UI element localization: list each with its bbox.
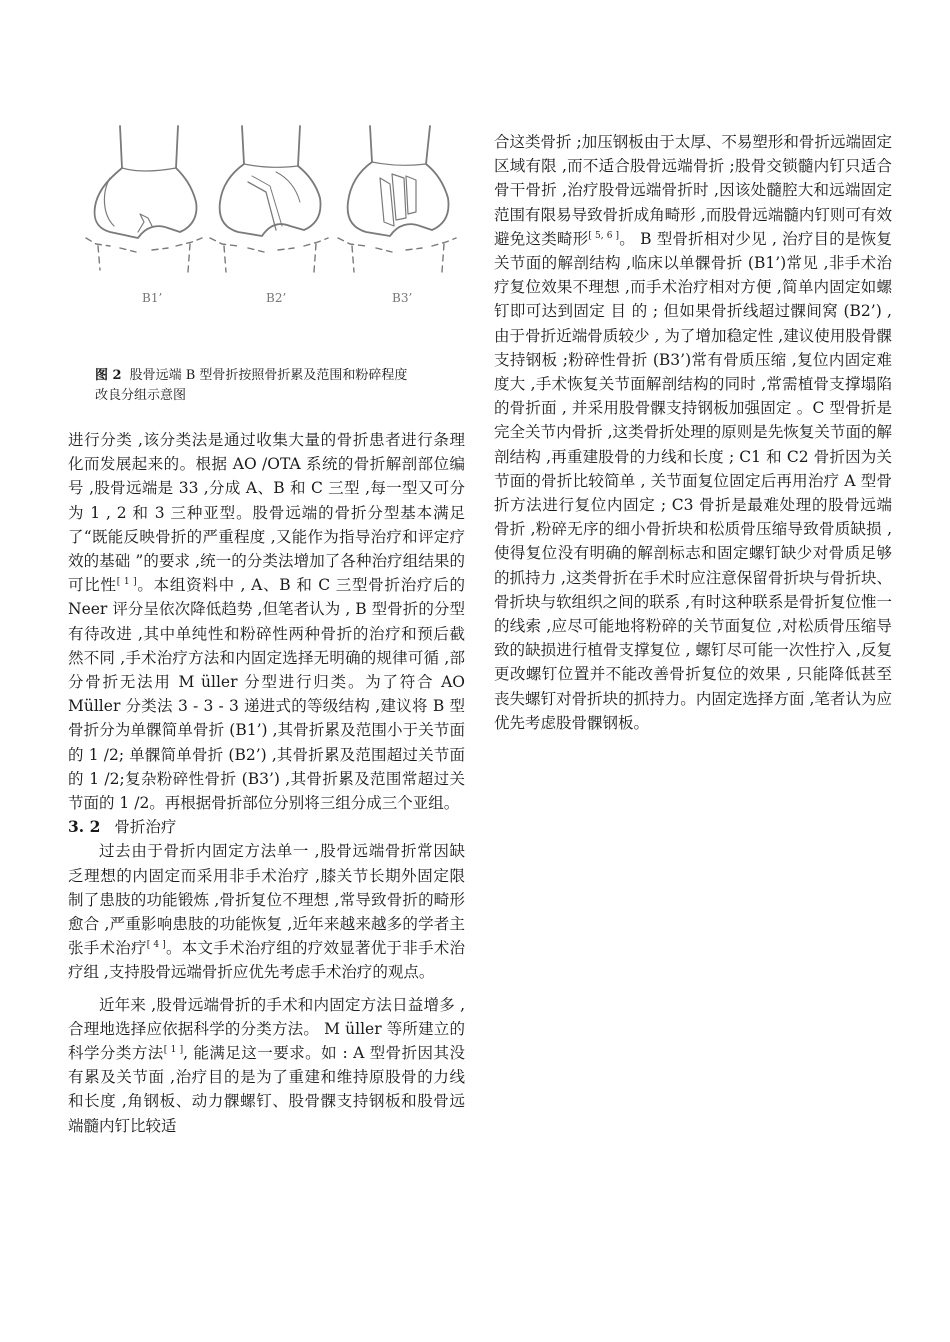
section-number: 3. 2 <box>68 817 101 837</box>
left-paragraph-1 <box>68 428 465 815</box>
para-text: 。本组资料中 , A、B 和 C 三型骨折治疗后的 Neer 评分呈依次降低趋势 ,但笔者认为 , B 型骨折的分型有待改进 ,其中单纯性和粉碎性两种骨折的治疗和预后截然不同 ,手术治疗方法和内固定选择无明确的规律可循 ,部分骨折无法用 M üller 分型进行归类。为了符合 AO Müller 分类法 3 - 3 - 3 递进式的等级结构 ,建议将 B 型骨折分为单髁简单骨折 (B1’) ,其骨折累及范围小于关节面的 1 /2; 单髁简单骨折 (B2’) ,其骨折累及范围超过关节面的 1 /2;复杂粉碎性骨折 (B3’) ,其骨折累及范围常超过关节面的 1 /2。再根据骨折部位分别将三组分成三个亚组。 <box>68 576 465 813</box>
para-text: 近年来 ,股骨远端骨折的手术和内固定方法日益增多 , 合理地选择应依据科学的分类方法。 M üller 等所建立的科学分类方法 <box>68 995 465 1063</box>
right-column <box>494 130 892 735</box>
reference-marker: [ 5, 6 ] <box>588 230 620 241</box>
section-title: 骨折治疗 <box>114 818 177 837</box>
para-text: 合这类骨折 ;加压钢板由于太厚、不易塑形和骨折远端固定区域有限 ,而不适合股骨远端骨折 ;股骨交锁髓内钉只适合骨干骨折 ,治疗股骨远端骨折时 ,因该处髓腔大和远端固定范围有限易导致骨折成角畸形 ,而股骨远端髓内钉则可有效避免这类畸形 <box>494 133 892 248</box>
para-text: , 能满足这一要求。如 : A 型骨折因其没有累及关节面 ,治疗目的是为了重建和维持原股骨的力线和长度 ,角钢板、动力髁螺钉、股骨髁支持钢板和股骨远端髓内钉比较适 <box>68 1044 465 1135</box>
bone-b1 <box>86 126 202 272</box>
figure-label-b2: B2’ <box>266 291 287 305</box>
para-text: 。本文手术治疗组的疗效显著优于非手术治疗组 ,支持股骨远端骨折应优先考虑手术治疗的观点。 <box>68 939 465 982</box>
caption-line-1: 股骨远端 B 型骨折按照骨折累及范围和粉碎程度 <box>129 368 408 383</box>
caption-line-2: 改良分组示意图 <box>95 388 187 403</box>
caption-label: 图 2 <box>95 368 122 383</box>
figure-label-b1: B1’ <box>142 291 163 305</box>
fracture-figure <box>80 122 460 322</box>
bone-b3 <box>338 126 456 272</box>
reference-marker: [ 1 ] <box>163 1044 184 1055</box>
left-paragraph-3 <box>68 993 465 1138</box>
reference-marker: [ 1 ] <box>116 577 137 588</box>
para-text: 过去由于骨折内固定方法单一 ,股骨远端骨折常因缺乏理想的内固定而采用非手术治疗 ,膝关节长期外固定限制了患肢的功能锻炼 ,骨折复位不理想 ,常导致骨折的畸形愈合 ,严重影响患肢的功能恢复 ,近年来越来越多的学者主张手术治疗 <box>68 842 465 958</box>
figure-label-b3: B3’ <box>392 291 413 305</box>
reference-marker: [ 4 ] <box>146 940 166 951</box>
para-text: 进行分类 ,该分类法是通过收集大量的骨折患者进行条理化而发展起来的。根据 AO /OTA 系统的骨折解剖部位编号 ,股骨远端是 33 ,分成 A、B 和 C 三型 ,每一型又可分为 1 , 2 和 3 三种亚型。股骨远端的骨折分型基本满足了“既能反映骨折的严重程度 ,又能作为指导治疗和评定疗效的基础 ”的要求 ,统一的分类法增加了各种治疗组结果的可比性 <box>68 431 465 595</box>
left-paragraph-2 <box>68 839 465 984</box>
figure-caption <box>95 366 465 406</box>
left-column <box>68 428 465 1138</box>
section-heading <box>68 815 465 839</box>
bone-b2 <box>210 126 328 272</box>
para-text: 。 B 型骨折相对少见 , 治疗目的是恢复关节面的解剖结构 ,临床以单髁骨折 (B1’)常见 ,非手术治疗复位效果不理想 ,而手术治疗相对方便 ,简单内固定如螺钉即可达到固定 目 的 ; 但如果骨折线超过髁间窝 (B2’) , 由于骨折近端骨质较少 , 为了增加稳定性 ,建议使用股骨髁支持钢板 ;粉碎性骨折 (B3’)常有骨质压缩 ,复位内固定难度大 ,手术恢复关节面解剖结构的同时 ,常需植骨支撑塌陷的骨折面 , 并采用股骨髁支持钢板加强固定 。C 型骨折是完全关节内骨折 ,这类骨折处理的原则是先恢复关节面的解剖结构 ,再重建股骨的力线和长度 ; C1 和 C2 骨折因为关节面的骨折比较简单 , 关节面复位固定后再用治疗 A 型骨折方法进行复位内固定 ; C3 骨折是最难处理的股骨远端骨折 ,粉碎无序的细小骨折块和松质骨压缩导致骨质缺损 ,使得复位没有明确的解剖标志和固定螺钉缺少对骨质足够的抓持力 ,这类骨折在手术时应注意保留骨折块与骨折块、骨折块与软组织之间的联系 ,有时这种联系是骨折复位惟一的线索 ,应尽可能地将粉碎的关节面复位 ,对松质骨压缩导致的缺损进行植骨支撑复位 , 螺钉尽可能一次性拧入 ,反复更改螺钉位置并不能改善骨折复位的效果 , 只能降低甚至丧失螺钉对骨折块的抓持力。内固定选择方面 ,笔者认为应优先考虑股骨髁钢板。 <box>494 229 892 732</box>
right-paragraph-1 <box>494 130 892 735</box>
